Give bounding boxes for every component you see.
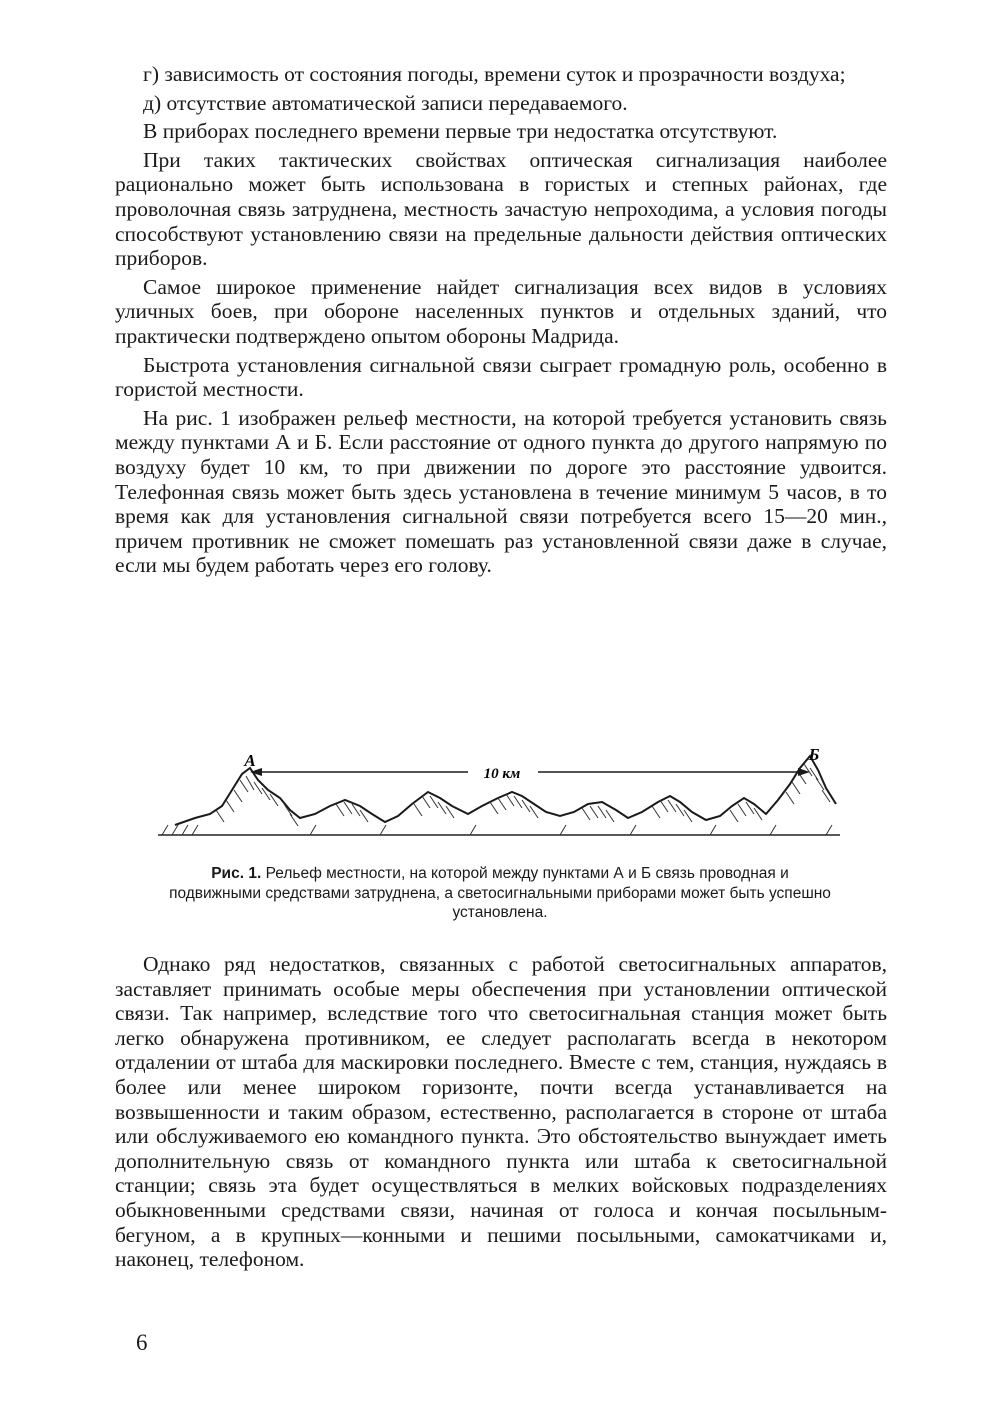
point-b-label: Б: [808, 745, 820, 764]
terrain-relief-illustration: [150, 740, 850, 860]
figure-caption: [168, 864, 832, 923]
arrow-head-right-icon: [798, 768, 810, 776]
paragraph-speed: Быстрота установления сигнальной связи сыграет громадную роль, особенно в гористой местности.: [115, 352, 887, 402]
figure-caption-label: Рис. 1.: [211, 865, 262, 882]
figure-caption-text: Рельеф местности, на которой между пунктами А и Б связь проводная и подвижными средствами затруднена, а светосигнальными приборами может быть успешно установлена.: [169, 865, 831, 921]
paragraph-tactical: При таких тактических свойствах оптическая сигнализация наиболее рационально может быть использована в гористых и степных районах, где проволочная связь затруднена, местность зачастую непроходима, а условия погоды способствуют установлению связи на предельные дальности действия оптических приборов.: [115, 147, 887, 271]
paragraph-drawbacks: Однако ряд недостатков, связанных с работой светосигнальных аппаратов, заставляет принимать особые меры обеспечения при установлении оптической связи. Так например, вследствие того что светосигнальная станция может быть легко обнаружена противником, ее следует располагать всегда в некотором отдалении от штаба для маскировки последнего. Вместе с тем, станция, нуждаясь в более или менее широком горизонте, почти всегда устанавливается на возвышенности и таким образом, естественно, располагается в стороне от штаба или обслуживаемого ею командного пункта. Это обстоятельство вынуждает иметь дополнительную связь от командного пункта или штаба к светосигнальной станции; связь эта будет осуществляться в мелких войсковых подразделениях обыкновенными средствами связи, начиная от голоса и кончая посыльным-бегуном, а в крупных—конными и пешими посыльными, самокатчиками и, наконец, телефоном.: [115, 952, 887, 1272]
main-text-bottom: [115, 952, 887, 1272]
page-number: 6: [136, 1330, 148, 1355]
main-text-top: [115, 62, 887, 578]
point-a-label: А: [244, 751, 256, 770]
terrain-figure: [150, 740, 850, 860]
paragraph-street-fights: Самое широкое применение найдет сигнализация всех видов в условиях уличных боев, при обороне населенных пунктов и отдельных зданий, что практически подтверждено опытом обороны Мадрида.: [115, 274, 887, 348]
paragraph-figure-ref: На рис. 1 изображен рельеф местности, на которой требуется установить связь между пунктами А и Б. Если расстояние от одного пункта до другого напрямую по воздуху будет 10 км, то при движении по дороге это расстояние удвоится. Телефонная связь может быть здесь установлена в течение минимум 5 часов, в то время как для установления сигнальной связи потребуется всего 15—20 мин., причем противник не сможет помешать раз установленной связи даже в случае, если мы будем работать через его голову.: [115, 405, 887, 578]
paragraph-item-g: г) зависимость от состояния погоды, времени суток и прозрачности воздуха;: [143, 62, 846, 86]
paragraph-devices: В приборах последнего времени первые три недостатка отсутствуют.: [143, 119, 778, 144]
paragraph-item-d: д) отсутствие автоматической записи передаваемого.: [143, 90, 628, 115]
distance-label: 10 км: [483, 766, 521, 782]
